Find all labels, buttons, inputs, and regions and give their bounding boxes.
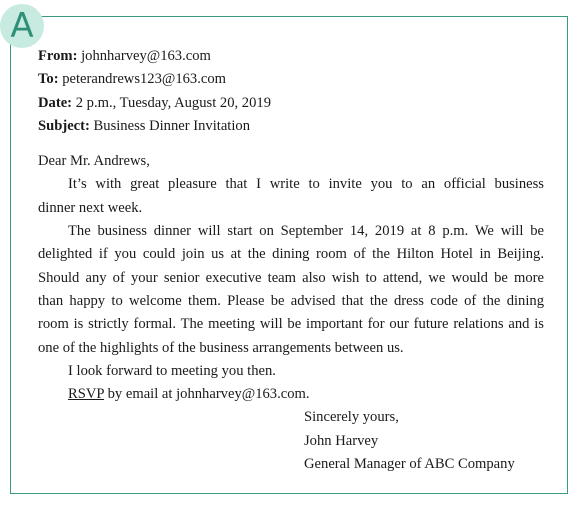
from-value: johnharvey@163.com	[81, 48, 211, 64]
section-badge	[0, 4, 44, 48]
to-value: peterandrews123@163.com	[62, 71, 227, 88]
paragraph-1-line: It’s with great pleasure that I write to invite you to an official business	[68, 176, 544, 193]
to-line	[38, 68, 544, 91]
rsvp-word: RSVP	[68, 386, 104, 403]
paragraph-2-line: one of the highlights of the business arrangements between us.	[38, 339, 404, 356]
rsvp-text: by email at johnharvey@163.com.	[103, 386, 310, 403]
badge-letter: A	[10, 6, 34, 46]
to-label: To:	[38, 71, 59, 88]
paragraph-2-line: than happy to welcome them. Please be advised that the dress code of the dining	[38, 292, 544, 309]
subject-value: Business Dinner Invitation	[93, 117, 251, 134]
subject-label: Subject:	[38, 117, 90, 134]
salutation: Dear Mr. Andrews,	[38, 153, 150, 170]
subject-line	[38, 115, 544, 138]
rsvp-line	[38, 383, 544, 406]
paragraph-2-line: delighted if you could join us at the dining room of the Hilton Hotel in Beijing.	[38, 246, 544, 263]
from-line	[38, 45, 544, 68]
paragraph-2-line: Should any of your senior executive team also wish to attend, we would be more	[38, 269, 544, 286]
paragraph-2-line: The business dinner will start on September 14, 2019 at 8 p.m. We will be	[68, 223, 544, 240]
paragraph-1-line: dinner next week.	[38, 199, 143, 216]
date-line	[38, 92, 544, 115]
date-value: 2 p.m., Tuesday, August 20, 2019	[75, 94, 271, 111]
signer-name: John Harvey	[304, 432, 379, 449]
date-label: Date:	[38, 94, 73, 111]
from-label: From:	[38, 48, 78, 64]
signer-title: General Manager of ABC Company	[304, 456, 515, 473]
email-letter	[38, 45, 544, 476]
paragraph-3: I look forward to meeting you then.	[68, 362, 276, 379]
paragraph-2-line: room is strictly formal. The meeting will be important for our future relations and is	[38, 316, 544, 333]
sign-off: Sincerely yours,	[304, 409, 399, 426]
